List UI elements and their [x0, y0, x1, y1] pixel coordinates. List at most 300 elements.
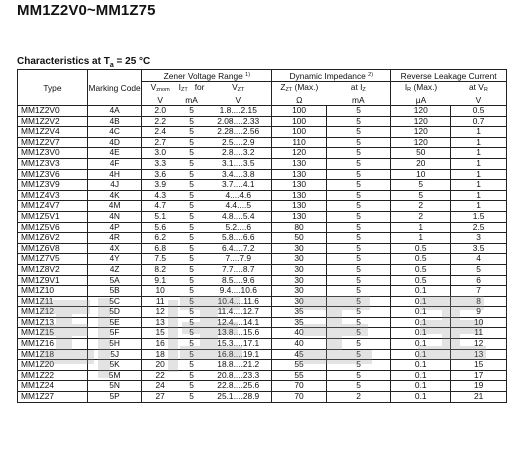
cell-vzt-range: 15.3....17.1: [205, 339, 272, 350]
cell-vzt-range: 3.4....3.8: [205, 169, 272, 180]
table-row: [18, 169, 507, 180]
zener-footnote: 1): [245, 72, 251, 78]
cell-marking-code: 4C: [87, 127, 142, 138]
cell-izt: 5: [178, 328, 205, 339]
cell-at-vr: 3.5: [451, 243, 507, 254]
table-row: [18, 286, 507, 297]
cell-vzt-range: 4.4....5: [205, 201, 272, 212]
cell-at-vr: 12: [451, 339, 507, 350]
atiz-sub: Z: [362, 87, 366, 93]
cell-at-vr: 1: [451, 190, 507, 201]
cell-zzt-max: 55: [272, 370, 327, 381]
cell-at-iz: 5: [326, 339, 390, 350]
unit-v-nom: V: [142, 95, 178, 106]
cell-type: MM1Z18: [18, 349, 88, 360]
cell-ir-max: 2: [391, 211, 451, 222]
cell-vzt-range: 2.08....2.33: [205, 116, 272, 127]
col-zener-voltage: [142, 70, 272, 82]
cell-vzt-range: 11.4....12.7: [205, 307, 272, 318]
cell-vzt-range: 12.4....14.1: [205, 317, 272, 328]
unit-ma-izt: mA: [178, 95, 205, 106]
cell-ir-max: 0.1: [391, 370, 451, 381]
cell-marking-code: 4B: [87, 116, 142, 127]
cell-marking-code: 5M: [87, 370, 142, 381]
cell-vz-nom: 4.7: [142, 201, 178, 212]
cell-marking-code: 5K: [87, 360, 142, 371]
cell-type: MM1Z5V6: [18, 222, 88, 233]
cell-at-vr: 1.5: [451, 211, 507, 222]
cell-vzt-range: 4.8....5.4: [205, 211, 272, 222]
cell-type: MM1Z13: [18, 317, 88, 328]
cell-ir-max: 0.1: [391, 317, 451, 328]
cell-vz-nom: 3.9: [142, 180, 178, 191]
cell-at-iz: 5: [326, 148, 390, 159]
cell-at-vr: 7: [451, 286, 507, 297]
cell-vz-nom: 10: [142, 286, 178, 297]
col-marking-code: Marking Code: [87, 70, 142, 106]
cell-at-iz: 5: [326, 275, 390, 286]
cell-at-iz: 5: [326, 317, 390, 328]
cell-marking-code: 4E: [87, 148, 142, 159]
cell-at-iz: 5: [326, 158, 390, 169]
cell-marking-code: 4X: [87, 243, 142, 254]
cell-zzt-max: 35: [272, 317, 327, 328]
cell-type: MM1Z3V6: [18, 169, 88, 180]
cell-at-iz: 5: [326, 370, 390, 381]
cell-vz-nom: 2.2: [142, 116, 178, 127]
cell-ir-max: 120: [391, 116, 451, 127]
cell-izt: 5: [178, 381, 205, 392]
cell-type: MM1Z27: [18, 392, 88, 403]
cell-izt: 5: [178, 243, 205, 254]
cell-at-vr: 10: [451, 317, 507, 328]
cell-at-iz: 5: [326, 381, 390, 392]
cell-ir-max: 0.1: [391, 360, 451, 371]
cell-vzt-range: 2.8....3.2: [205, 148, 272, 159]
cell-vzt-range: 22.8....25.6: [205, 381, 272, 392]
cell-marking-code: 4Y: [87, 254, 142, 265]
izt-symbol: I: [178, 82, 181, 92]
cell-vzt-range: 5.2....6: [205, 222, 272, 233]
cell-ir-max: 0.1: [391, 349, 451, 360]
cell-type: MM1Z5V1: [18, 211, 88, 222]
cell-type: MM1Z7V5: [18, 254, 88, 265]
cell-zzt-max: 100: [272, 106, 327, 117]
cell-marking-code: 5B: [87, 286, 142, 297]
table-row: [18, 392, 507, 403]
cell-vz-nom: 15: [142, 328, 178, 339]
cell-vzt-range: 7.7....8.7: [205, 264, 272, 275]
cell-at-iz: 5: [326, 360, 390, 371]
cell-at-iz: 5: [326, 254, 390, 265]
cell-ir-max: 1: [391, 222, 451, 233]
cell-type: MM1Z16: [18, 339, 88, 350]
zzt-rest: (Max.): [292, 82, 319, 92]
cell-vz-nom: 11: [142, 296, 178, 307]
cell-marking-code: 5J: [87, 349, 142, 360]
cell-vz-nom: 16: [142, 339, 178, 350]
cell-izt: 5: [178, 360, 205, 371]
cell-zzt-max: 45: [272, 349, 327, 360]
cell-marking-code: 5F: [87, 328, 142, 339]
hdr-at-iz: [326, 82, 390, 96]
table-row: [18, 339, 507, 350]
hdr-zzt: [272, 82, 327, 96]
cell-at-vr: 9: [451, 307, 507, 318]
cell-type: MM1Z24: [18, 381, 88, 392]
cell-type: MM1Z8V2: [18, 264, 88, 275]
cell-vz-nom: 3.6: [142, 169, 178, 180]
cell-at-vr: 1: [451, 180, 507, 191]
cell-at-iz: 5: [326, 106, 390, 117]
col-dynamic-impedance: [272, 70, 391, 82]
cell-zzt-max: 30: [272, 254, 327, 265]
cell-vzt-range: 5.8....6.6: [205, 233, 272, 244]
cell-type: MM1Z10: [18, 286, 88, 297]
cell-ir-max: 0.1: [391, 307, 451, 318]
zzt-symbol: Z: [280, 82, 286, 92]
cell-at-vr: 8: [451, 296, 507, 307]
cell-zzt-max: 55: [272, 360, 327, 371]
cell-vzt-range: 3.1....3.5: [205, 158, 272, 169]
cell-marking-code: 4D: [87, 137, 142, 148]
cell-vzt-range: 2.5....2.9: [205, 137, 272, 148]
cell-vz-nom: 24: [142, 381, 178, 392]
table-row: [18, 211, 507, 222]
cell-izt: 5: [178, 254, 205, 265]
cell-zzt-max: 110: [272, 137, 327, 148]
cell-vz-nom: 6.2: [142, 233, 178, 244]
cell-vz-nom: 5.6: [142, 222, 178, 233]
unit-ohm: Ω: [272, 95, 327, 106]
cell-ir-max: 0.5: [391, 275, 451, 286]
cell-type: MM1Z15: [18, 328, 88, 339]
table-row: [18, 317, 507, 328]
atvr-sub: R: [483, 87, 488, 93]
cell-zzt-max: 130: [272, 201, 327, 212]
cell-ir-max: 20: [391, 158, 451, 169]
hdr-izt: [178, 82, 205, 96]
table-row: [18, 275, 507, 286]
table-row: [18, 148, 507, 159]
cell-zzt-max: 120: [272, 148, 327, 159]
cell-marking-code: 5A: [87, 275, 142, 286]
cell-at-vr: 2.5: [451, 222, 507, 233]
cell-at-iz: 5: [326, 116, 390, 127]
cell-type: MM1Z3V0: [18, 148, 88, 159]
subtitle-temperature: = 25 °C: [113, 56, 151, 67]
cell-ir-max: 0.1: [391, 296, 451, 307]
cell-ir-max: 120: [391, 106, 451, 117]
cell-izt: 5: [178, 180, 205, 191]
cell-at-iz: 5: [326, 222, 390, 233]
cell-zzt-max: 130: [272, 169, 327, 180]
cell-izt: 5: [178, 127, 205, 138]
cell-marking-code: 4R: [87, 233, 142, 244]
cell-marking-code: 5P: [87, 392, 142, 403]
cell-zzt-max: 30: [272, 243, 327, 254]
cell-vz-nom: 3.3: [142, 158, 178, 169]
table-row: [18, 158, 507, 169]
cell-zzt-max: 35: [272, 307, 327, 318]
zener-label: Zener Voltage Range: [163, 71, 243, 81]
cell-vzt-range: 18.8....21.2: [205, 360, 272, 371]
cell-izt: 5: [178, 169, 205, 180]
table-row: [18, 233, 507, 244]
cell-marking-code: 4J: [87, 180, 142, 191]
cell-marking-code: 4H: [87, 169, 142, 180]
characteristics-heading: [17, 56, 150, 69]
cell-at-vr: 1: [451, 137, 507, 148]
cell-ir-max: 0.1: [391, 381, 451, 392]
cell-vzt-range: 9.4....10.6: [205, 286, 272, 297]
table-row: [18, 127, 507, 138]
cell-at-vr: 11: [451, 328, 507, 339]
cell-vz-nom: 20: [142, 360, 178, 371]
cell-type: MM1Z20: [18, 360, 88, 371]
cell-at-vr: 5: [451, 264, 507, 275]
cell-ir-max: 0.1: [391, 392, 451, 403]
table-row: [18, 116, 507, 127]
cell-ir-max: 1: [391, 233, 451, 244]
cell-ir-max: 5: [391, 190, 451, 201]
cell-marking-code: 5H: [87, 339, 142, 350]
cell-at-vr: 13: [451, 349, 507, 360]
vznom-symbol: V: [150, 82, 157, 92]
cell-marking-code: 4A: [87, 106, 142, 117]
cell-vz-nom: 8.2: [142, 264, 178, 275]
cell-ir-max: 2: [391, 201, 451, 212]
cell-type: MM1Z11: [18, 296, 88, 307]
cell-ir-max: 5: [391, 180, 451, 191]
cell-ir-max: 120: [391, 137, 451, 148]
cell-vz-nom: 12: [142, 307, 178, 318]
cell-izt: 5: [178, 201, 205, 212]
cell-at-iz: 5: [326, 127, 390, 138]
cell-ir-max: 120: [391, 127, 451, 138]
cell-type: MM1Z2V2: [18, 116, 88, 127]
cell-vz-nom: 4.3: [142, 190, 178, 201]
unit-v-zt: V: [205, 95, 272, 106]
cell-izt: 5: [178, 106, 205, 117]
cell-marking-code: 4K: [87, 190, 142, 201]
cell-vzt-range: 25.1....28.9: [205, 392, 272, 403]
cell-ir-max: 0.1: [391, 286, 451, 297]
atiz-symbol: at I: [350, 82, 363, 92]
table-row: [18, 201, 507, 212]
cell-zzt-max: 30: [272, 296, 327, 307]
table-row: [18, 222, 507, 233]
cell-marking-code: 4Z: [87, 264, 142, 275]
hdr-vzt: [205, 82, 272, 96]
cell-vzt-range: 6.4....7.2: [205, 243, 272, 254]
cell-type: MM1Z2V4: [18, 127, 88, 138]
cell-at-vr: 21: [451, 392, 507, 403]
table-row: [18, 328, 507, 339]
table-row: [18, 106, 507, 117]
cell-marking-code: 4N: [87, 211, 142, 222]
cell-vz-nom: 2.0: [142, 106, 178, 117]
cell-at-iz: 5: [326, 211, 390, 222]
cell-zzt-max: 100: [272, 116, 327, 127]
cell-vz-nom: 9.1: [142, 275, 178, 286]
vzt-sub: ZT: [237, 87, 245, 93]
unit-v-r: V: [451, 95, 507, 106]
cell-at-vr: 3: [451, 233, 507, 244]
hdr-at-vr: [451, 82, 507, 96]
table-row: [18, 180, 507, 191]
table-row: [18, 254, 507, 265]
characteristics-table: [17, 69, 507, 403]
table-row: [18, 370, 507, 381]
cell-izt: 5: [178, 264, 205, 275]
cell-zzt-max: 30: [272, 264, 327, 275]
cell-izt: 5: [178, 211, 205, 222]
cell-type: MM1Z4V3: [18, 190, 88, 201]
cell-at-iz: 5: [326, 286, 390, 297]
cell-izt: 5: [178, 137, 205, 148]
cell-type: MM1Z9V1: [18, 275, 88, 286]
cell-at-iz: 5: [326, 169, 390, 180]
cell-vzt-range: 20.8....23.3: [205, 370, 272, 381]
cell-vz-nom: 6.8: [142, 243, 178, 254]
cell-izt: 5: [178, 286, 205, 297]
cell-vz-nom: 18: [142, 349, 178, 360]
cell-at-iz: 5: [326, 233, 390, 244]
cell-vz-nom: 2.7: [142, 137, 178, 148]
cell-vzt-range: 1.8....2.15: [205, 106, 272, 117]
cell-ir-max: 0.1: [391, 339, 451, 350]
cell-type: MM1Z6V8: [18, 243, 88, 254]
cell-at-vr: 19: [451, 381, 507, 392]
cell-at-iz: 5: [326, 137, 390, 148]
cell-vzt-range: 3.7....4.1: [205, 180, 272, 191]
cell-zzt-max: 50: [272, 233, 327, 244]
cell-izt: 5: [178, 158, 205, 169]
subtitle-subscript: a: [109, 62, 114, 69]
cell-vz-nom: 22: [142, 370, 178, 381]
cell-zzt-max: 130: [272, 190, 327, 201]
cell-zzt-max: 40: [272, 328, 327, 339]
cell-at-iz: 5: [326, 180, 390, 191]
cell-izt: 5: [178, 190, 205, 201]
cell-ir-max: 0.5: [391, 254, 451, 265]
cell-at-iz: 5: [326, 201, 390, 212]
col-type: Type: [18, 70, 88, 106]
cell-zzt-max: 130: [272, 211, 327, 222]
unit-ma-iz: mA: [326, 95, 390, 106]
cell-type: MM1Z12: [18, 307, 88, 318]
cell-type: MM1Z2V0: [18, 106, 88, 117]
cell-zzt-max: 130: [272, 180, 327, 191]
cell-at-iz: 5: [326, 264, 390, 275]
izt-sub: ZT: [180, 87, 188, 93]
cell-at-iz: 5: [326, 190, 390, 201]
zzt-sub: ZT: [285, 87, 293, 93]
header-row-group: [18, 70, 507, 82]
for-label: for: [194, 82, 205, 92]
cell-at-vr: 6: [451, 275, 507, 286]
cell-izt: 5: [178, 307, 205, 318]
subtitle-text: Characteristics at T: [17, 56, 110, 67]
cell-vzt-range: 4....4.6: [205, 190, 272, 201]
dynamic-footnote: 2): [368, 72, 374, 78]
cell-vzt-range: 16.8....19.1: [205, 349, 272, 360]
table-body: [18, 106, 507, 403]
cell-vzt-range: 10.4....11.6: [205, 296, 272, 307]
cell-at-iz: 5: [326, 243, 390, 254]
cell-zzt-max: 30: [272, 286, 327, 297]
cell-izt: 5: [178, 148, 205, 159]
cell-vzt-range: 8.5....9.6: [205, 275, 272, 286]
hdr-ir: [391, 82, 451, 96]
cell-zzt-max: 130: [272, 158, 327, 169]
cell-marking-code: 4M: [87, 201, 142, 212]
table-row: [18, 360, 507, 371]
cell-at-vr: 0.7: [451, 116, 507, 127]
cell-izt: 5: [178, 116, 205, 127]
cell-vz-nom: 3.0: [142, 148, 178, 159]
dynamic-label: Dynamic Impedance: [289, 71, 366, 81]
cell-izt: 5: [178, 370, 205, 381]
cell-ir-max: 0.1: [391, 328, 451, 339]
unit-ua: μA: [391, 95, 451, 106]
cell-at-vr: 1: [451, 127, 507, 138]
cell-vzt-range: 13.8....15.6: [205, 328, 272, 339]
cell-at-vr: 1: [451, 148, 507, 159]
cell-vz-nom: 5.1: [142, 211, 178, 222]
cell-at-vr: 0.5: [451, 106, 507, 117]
table-row: [18, 264, 507, 275]
cell-izt: 5: [178, 233, 205, 244]
cell-marking-code: 5N: [87, 381, 142, 392]
cell-zzt-max: 100: [272, 127, 327, 138]
ir-sub: R: [407, 87, 412, 93]
table-row: [18, 137, 507, 148]
atvr-symbol: at V: [468, 82, 484, 92]
cell-zzt-max: 70: [272, 392, 327, 403]
vzt-symbol: V: [232, 82, 238, 92]
table-row: [18, 307, 507, 318]
cell-at-iz: 5: [326, 349, 390, 360]
cell-marking-code: 5C: [87, 296, 142, 307]
cell-vz-nom: 13: [142, 317, 178, 328]
hdr-vznom: [142, 82, 178, 96]
cell-vzt-range: 7....7.9: [205, 254, 272, 265]
cell-izt: 5: [178, 296, 205, 307]
cell-at-iz: 5: [326, 307, 390, 318]
cell-at-vr: 4: [451, 254, 507, 265]
cell-type: MM1Z3V3: [18, 158, 88, 169]
cell-type: MM1Z22: [18, 370, 88, 381]
cell-izt: 5: [178, 339, 205, 350]
cell-at-vr: 1: [451, 158, 507, 169]
cell-izt: 5: [178, 275, 205, 286]
cell-zzt-max: 70: [272, 381, 327, 392]
cell-zzt-max: 80: [272, 222, 327, 233]
cell-vz-nom: 2.4: [142, 127, 178, 138]
cell-vz-nom: 7.5: [142, 254, 178, 265]
cell-ir-max: 0.5: [391, 243, 451, 254]
cell-izt: 5: [178, 349, 205, 360]
table-row: [18, 349, 507, 360]
cell-zzt-max: 40: [272, 339, 327, 350]
cell-ir-max: 0.5: [391, 264, 451, 275]
cell-at-vr: 1: [451, 201, 507, 212]
cell-type: MM1Z6V2: [18, 233, 88, 244]
cell-type: MM1Z3V9: [18, 180, 88, 191]
ir-symbol: I: [404, 82, 408, 92]
